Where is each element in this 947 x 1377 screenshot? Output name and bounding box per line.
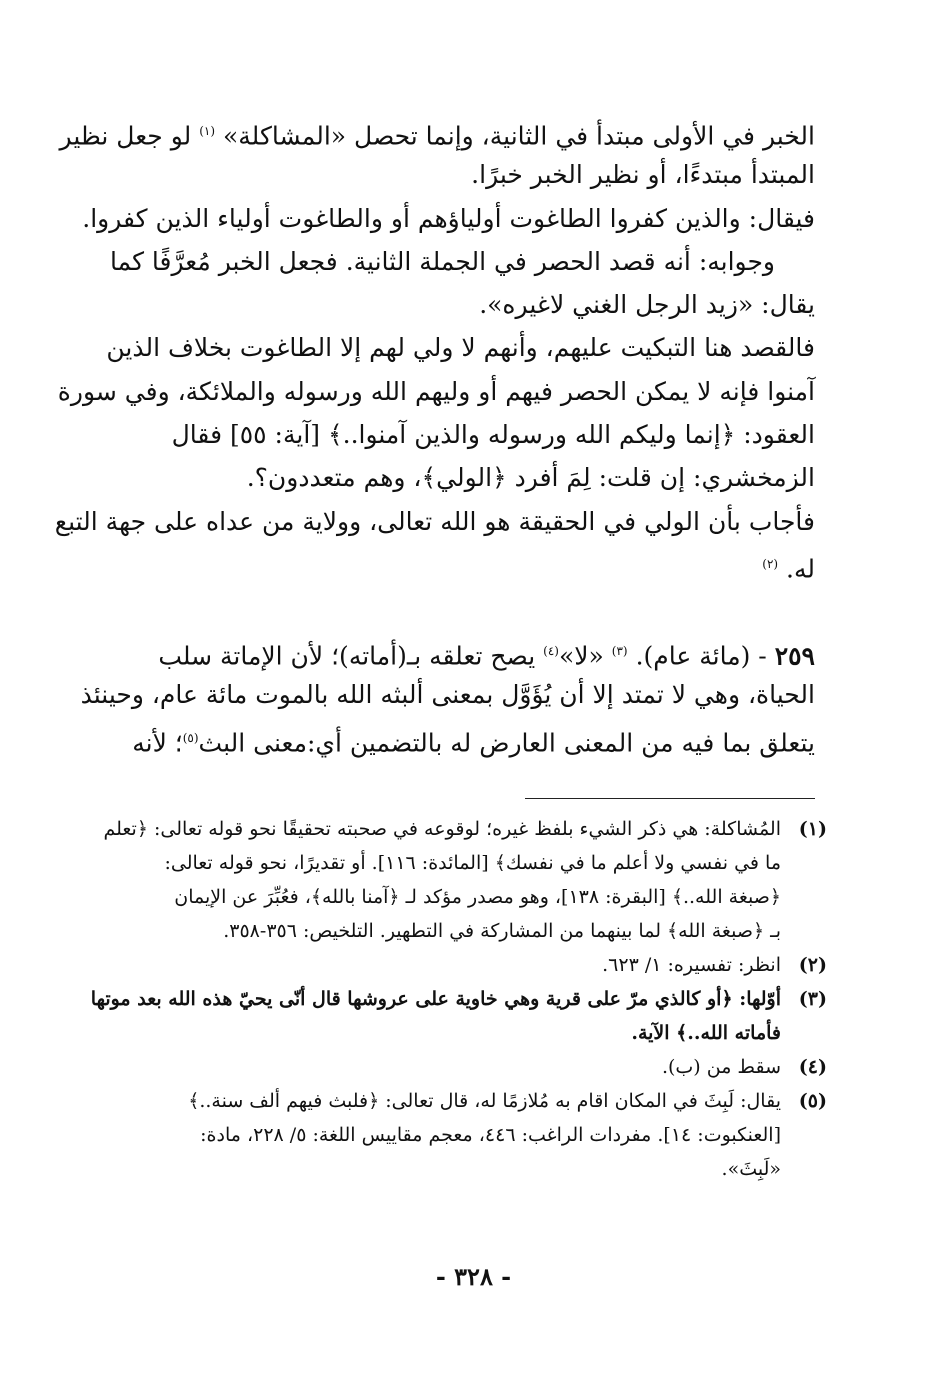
text-segment: الخبر في الأولى مبتدأ في الثانية، وإنما تحصل «المشاكلة» bbox=[222, 121, 815, 151]
text-line: الحياة، وهي لا تمتد إلا أن يُؤَوَّل بمعنى ألبثه الله بالموت مائة عام، وحينئذ bbox=[80, 680, 815, 710]
text-segment: ؛ لأنه bbox=[132, 727, 183, 757]
entry-259 bbox=[80, 630, 815, 760]
text-line: ما في نفسي ولا أعلم ما في نفسك﴾ [المائدة: ١١٦]. أو تقديرًا، نحو قوله تعالى: bbox=[164, 852, 781, 874]
footnote-number: (١) bbox=[798, 818, 827, 840]
text-line: العقود: ﴿إنما وليكم الله ورسوله والذين آمنوا..﴾ [آية: ٥٥] فقال bbox=[171, 420, 815, 450]
footnote-body bbox=[103, 812, 781, 948]
footnote-5 bbox=[105, 1084, 827, 1186]
text-line: يقال: «زيد الرجل الغني لاغيره». bbox=[479, 290, 815, 320]
footnote-number: (٢) bbox=[798, 954, 827, 976]
footnote-4 bbox=[105, 1050, 827, 1084]
text-line: فأجاب بأن الولي في الحقيقة هو الله تعالى، وولاية من عداه على جهة التبع bbox=[54, 506, 815, 536]
footnote-body bbox=[91, 982, 781, 1050]
footnote-marker[interactable]: (٥) bbox=[182, 730, 199, 745]
text-segment: - (مائة عام). bbox=[635, 641, 767, 671]
text-line: سقط من (ب). bbox=[661, 1056, 781, 1078]
footnote-body bbox=[105, 1050, 781, 1084]
text-line: أوّلها: ﴿أو كالذي مرّ على قرية وهي خاوية على عروشها قال أنّى يحيّ هذه الله بعد موتها bbox=[90, 988, 781, 1010]
footnote-divider bbox=[525, 798, 815, 799]
footnote-3 bbox=[90, 982, 827, 1050]
footnote-marker[interactable]: (٤) bbox=[543, 644, 559, 658]
footnote-body bbox=[105, 948, 781, 982]
text-line: ﴿صبغة الله..﴾ [البقرة: ١٣٨]، وهو مصدر مؤكد لـ ﴿آمنا بالله﴾، فعُبِّرَ عن الإيمان bbox=[174, 886, 781, 908]
text-line: بـ ﴿صبغة الله﴾ لما بينهما من المشاركة في التطهير. التلخيص: ٣٥٦-٣٥٨. bbox=[223, 920, 781, 942]
text-line: يقال: لَبِثَ في المكان اقام به مُلازمًا له، قال تعالى: ﴿فلبث فيهم ألف سنة..﴾ bbox=[188, 1090, 781, 1112]
footnote-number: (٥) bbox=[798, 1090, 827, 1112]
text-segment: له. bbox=[786, 554, 815, 584]
footnotes bbox=[90, 812, 827, 1186]
text-line: آمنوا فإنه لا يمكن الحصر فيهم أو وليهم الله ورسوله والملائكة، وفي سورة bbox=[57, 376, 815, 406]
main-text bbox=[54, 110, 815, 586]
page-number: - ٣٢٨ - bbox=[435, 1262, 512, 1291]
text-line: [العنكبوت: ١٤]. مفردات الراغب: ٤٤٦، معجم مقاييس اللغة: ٥/ ٢٢٨، مادة: bbox=[200, 1124, 781, 1146]
footnote-marker[interactable]: (٢) bbox=[762, 556, 779, 571]
footnote-body bbox=[105, 1084, 781, 1186]
entry-number: ٢٥٩ bbox=[774, 641, 815, 671]
text-line: فأماته الله..﴾ الآية. bbox=[631, 1022, 781, 1044]
text-segment: يتعلق بما فيه من المعنى العارض له بالتضمين أي:معنى البث bbox=[198, 727, 815, 757]
text-line: انظر: تفسيره: ١/ ٦٢٣. bbox=[602, 954, 781, 976]
text-line: المبتدأ مبتدءًا، أو نظير الخبر خبرًا. bbox=[471, 160, 815, 190]
text-line: المُشاكلة: هي ذكر الشيء بلفظ غيره؛ لوقوعه في صحبته تحقيقًا نحو قوله تعالى: ﴿تعلم bbox=[103, 818, 781, 840]
footnote-marker[interactable]: (٣) bbox=[611, 644, 628, 658]
text-segment: يصح تعلقه بـ(أماته)؛ لأن الإماتة سلب bbox=[158, 641, 536, 671]
footnote-number: (٣) bbox=[798, 988, 827, 1010]
text-line: فيقال: والذين كفروا الطاغوت أولياؤهم أو والطاغوت أولياء الذين كفروا. bbox=[82, 203, 815, 233]
text-line: «لَبِثَ». bbox=[721, 1158, 781, 1180]
text-segment: لو جعل نظير bbox=[59, 121, 192, 151]
text-line bbox=[59, 110, 815, 153]
footnote-number: (٤) bbox=[798, 1056, 827, 1078]
footnote-2 bbox=[105, 948, 827, 982]
footnote-1 bbox=[105, 812, 827, 948]
text-line bbox=[105, 630, 815, 673]
text-line bbox=[105, 717, 815, 760]
text-segment: «لا» bbox=[558, 641, 604, 671]
text-line: الزمخشري: إن قلت: لِمَ أفرد ﴿الولي﴾، وهم متعددون؟. bbox=[246, 463, 815, 493]
text-line bbox=[105, 543, 815, 586]
footnote-marker[interactable]: (١) bbox=[199, 124, 216, 138]
text-line: فالقصد هنا التبكيت عليهم، وأنهم لا ولي لهم إلا الطاغوت بخلاف الذين bbox=[106, 333, 815, 363]
text-line: وجوابه: أنه قصد الحصر في الجملة الثانية. فجعل الخبر مُعرَّفًا كما bbox=[110, 246, 775, 276]
